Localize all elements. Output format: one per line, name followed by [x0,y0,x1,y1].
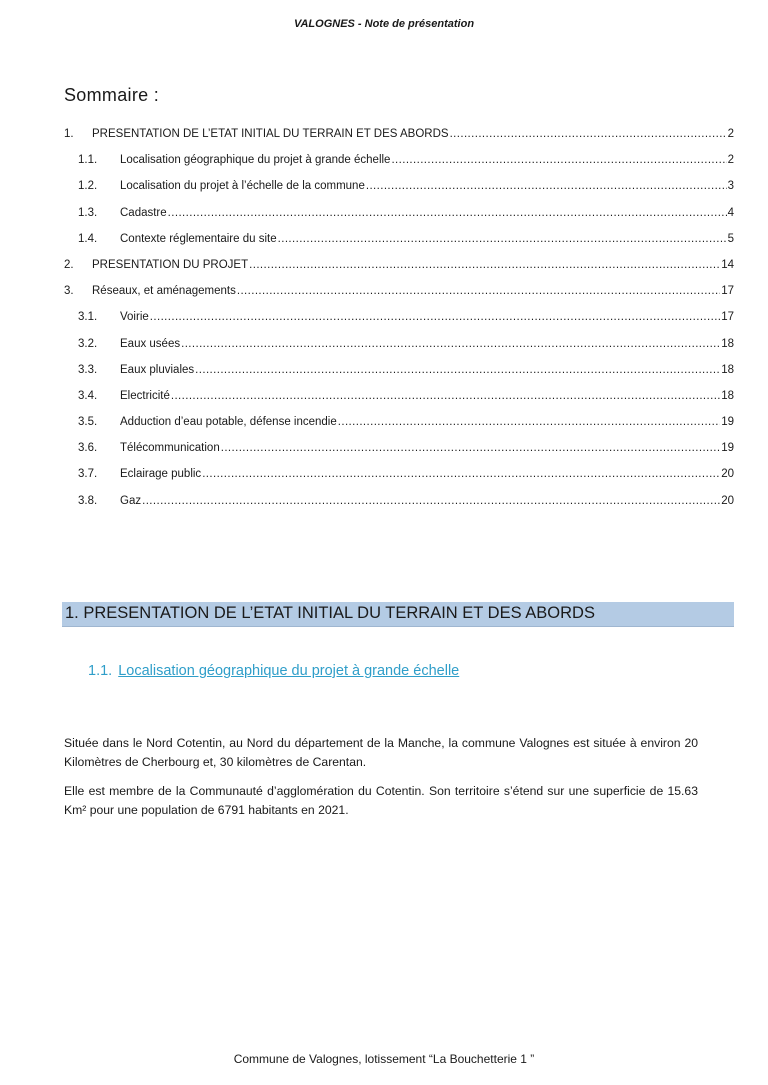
toc-entry-label: Voirie [120,311,149,324]
section-heading: 1. PRESENTATION DE L’ETAT INITIAL DU TERRAIN ET DES ABORDS [65,604,595,622]
toc-entry-number: 1.3. [78,206,98,219]
toc-entry-number: 3.5. [78,416,98,429]
toc-entry-number: 3.3. [78,363,98,376]
toc-entry-number: 3. [64,285,74,298]
toc-entry-page: 20 [721,468,734,481]
toc-entry-2[interactable] [64,259,734,285]
toc-leader-dots [249,259,720,271]
toc-entry-label: Eclairage public [120,468,202,481]
toc-entry-label: Localisation géographique du projet à grande échelle [120,154,391,167]
toc-entry-page: 19 [721,442,734,455]
toc-entry-number: 3.7. [78,468,98,481]
toc-leader-dots [278,233,727,245]
toc-entry-number: 3.8. [78,494,98,507]
section-heading-bar [62,602,734,627]
body-paragraph: Située dans le Nord Cotentin, au Nord du département de la Manche, la commune Valognes est située à environ 20 Kilomètres de Cherbourg et, 30 kilomètres de Carentan. [64,736,698,770]
toc-entry-page: 20 [721,494,734,507]
toc-entry-page: 5 [727,232,734,245]
toc-entry-1-2[interactable] [64,180,734,206]
toc-entry-page: 2 [727,128,734,140]
toc-entry-page: 18 [721,389,734,402]
toc-leader-dots [202,468,720,480]
toc-entry-3-4[interactable] [64,390,734,416]
toc-leader-dots [168,207,727,219]
toc-entry-number: 3.6. [78,442,98,455]
toc-entry-label: Eaux pluviales [120,363,195,376]
toc-entry-number: 2. [64,258,74,271]
toc-leader-dots [171,390,720,402]
body-paragraph: Elle est membre de la Communauté d’agglomération du Cotentin. Son territoire s’étend sur une superficie de 15.63 Km² pour une population de 6791 habitants en 2021. [64,784,698,818]
table-of-contents [64,128,734,521]
toc-entry-label: Adduction d’eau potable, défense incendie [120,416,337,429]
toc-entry-label: Gaz [120,494,142,507]
toc-entry-label: Réseaux, et aménagements [92,285,236,298]
toc-entry-1-3[interactable] [64,207,734,233]
toc-entry-page: 4 [727,206,734,219]
toc-entry-label: PRESENTATION DE L’ETAT INITIAL DU TERRAIN ET DES ABORDS [92,128,449,140]
toc-entry-number: 1. [64,128,74,140]
toc-entry-number: 3.4. [78,389,98,402]
toc-entry-page: 3 [727,180,734,193]
toc-entry-3-5[interactable] [64,416,734,442]
toc-entry-number: 3.1. [78,311,98,324]
toc-leader-dots [221,442,720,454]
toc-entry-label: Eaux usées [120,337,181,350]
toc-entry-1-1[interactable] [64,154,734,180]
toc-entry-page: 17 [721,311,734,324]
subsection-heading [88,663,459,679]
toc-leader-dots [150,311,720,323]
page-footer: Commune de Valognes, lotissement “La Bouchetterie 1 ” [233,1052,535,1066]
toc-entry-label: Electricité [120,389,170,402]
toc-entry-label: Cadastre [120,206,167,219]
toc-entry-label: Télécommunication [120,442,220,455]
toc-title: Sommaire : [64,85,160,105]
toc-entry-3-3[interactable] [64,364,734,390]
toc-leader-dots [237,285,720,297]
toc-entry-number: 1.2. [78,180,98,193]
toc-entry-label: Contexte réglementaire du site [120,232,277,245]
toc-entry-3-2[interactable] [64,338,734,364]
toc-entry-3-7[interactable] [64,468,734,494]
toc-leader-dots [338,416,720,428]
toc-entry-label: PRESENTATION DU PROJET [92,258,249,271]
toc-entry-3-1[interactable] [64,311,734,337]
toc-entry-3-6[interactable] [64,442,734,468]
toc-entry-page: 2 [727,154,734,167]
toc-entry-1-4[interactable] [64,233,734,259]
toc-entry-number: 1.1. [78,154,98,167]
subsection-title-link[interactable]: Localisation géographique du projet à grande échelle [118,663,460,679]
subsection-number: 1.1. [88,663,113,679]
toc-entry-3-8[interactable] [64,495,734,521]
toc-leader-dots [181,338,720,350]
toc-entry-number: 1.4. [78,232,98,245]
toc-entry-page: 18 [721,363,734,376]
toc-leader-dots [450,128,727,140]
toc-entry-number: 3.2. [78,337,98,350]
toc-entry-page: 17 [721,285,734,298]
toc-entry-page: 14 [721,258,734,271]
page-header: VALOGNES - Note de présentation [293,18,475,30]
toc-entry-label: Localisation du projet à l’échelle de la commune [120,180,365,193]
toc-leader-dots [142,495,720,507]
toc-leader-dots [391,154,726,166]
toc-entry-page: 18 [721,337,734,350]
toc-entry-3[interactable] [64,285,734,311]
toc-entry-1[interactable] [64,128,734,154]
toc-entry-page: 19 [721,416,734,429]
toc-leader-dots [366,180,727,192]
toc-leader-dots [195,364,720,376]
